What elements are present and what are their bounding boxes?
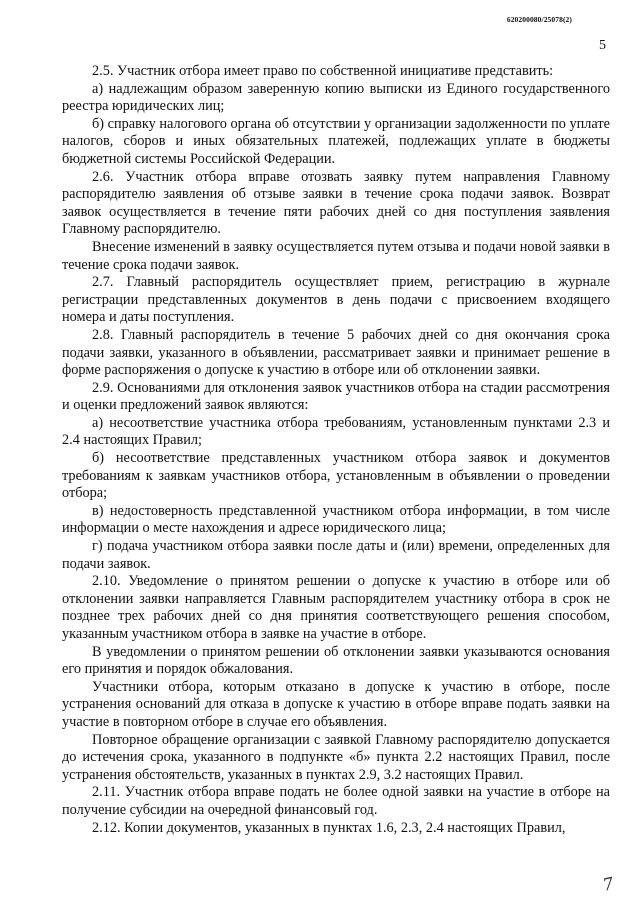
paragraph-p-2-8: [62, 327, 610, 380]
clause-text: Основаниями для отклонения заявок участников отбора на стадии рассмотрения и оценки предложений заявок являются:: [62, 379, 610, 414]
clause-text: Уведомление о принятом решении о допуске к участию в отборе или об отклонении заявки направляется Главным распорядителем участнику отбора в срок не позднее трех рабочих дней со дня принятия соответствующего решения способом, указанным участником отбора в заявке на участие в отборе.: [62, 573, 610, 642]
clause-text: Участник отбора имеет право по собственной инициативе представить:: [113, 63, 554, 79]
document-code: 620200080/25078(2): [506, 15, 572, 24]
clause-text: В уведомлении о принятом решении об отклонении заявки указываются основания его принятия и порядок обжалования.: [62, 643, 610, 678]
clause-text: а) надлежащим образом заверенную копию выписки из Единого государственного реестра юридических лиц;: [62, 80, 610, 115]
paragraph-p-2-7: [62, 274, 610, 327]
clause-number: 2.11.: [92, 784, 121, 801]
paragraph-p-2-10-b: [62, 644, 610, 679]
paragraph-p-2-5-a: [62, 81, 610, 116]
paragraph-p-2-9-b: [62, 450, 610, 503]
clause-number: 2.12.: [92, 819, 121, 836]
clause-number: 2.8.: [92, 326, 114, 343]
paragraph-p-2-10: [62, 573, 610, 643]
clause-text: Копии документов, указанных в пунктах 1.6, 2.3, 2.4 настоящих Правил,: [120, 819, 566, 836]
clause-text: в) недостоверность представленной участником отбора информации, в том числе информации о месте нахождения и адресе юридического лица;: [62, 502, 610, 537]
clause-text: б) справку налогового органа об отсутствии у организации задолженности по уплате налогов, сборов и иных обязательных платежей, подлежащих уплате в бюджеты бюджетной системы Российской Федерации.: [62, 115, 610, 167]
paragraph-p-2-9-g: [62, 538, 610, 573]
paragraph-p-2-9-v: [62, 503, 610, 538]
clause-text: Участник отбора вправе подать не более одной заявки на участие в отборе на получение субсидии на очередной финансовый год.: [62, 784, 610, 818]
clause-number: 2.5.: [92, 63, 114, 79]
paragraph-p-2-12: [62, 820, 610, 838]
paragraph-p-2-9: [62, 380, 610, 415]
clause-text: Участники отбора, которым отказано в допуске к участию в отборе, после устранения оснований для отказа в допуске к участию в отборе вправе подать заявки на участие в повторном отборе в случае его объявления.: [62, 678, 610, 730]
clause-text: Повторное обращение организации с заявкой Главному распорядителю допускается до истечения срока, указанного в подпункте «б» пункта 2.2 настоящих Правил, после устранения обстоятельств, указанных в пунктах 2.9, 3.2 настоящих Правил.: [62, 731, 610, 783]
paragraph-p-2-11: [62, 784, 610, 819]
clause-text: Участник отбора вправе отозвать заявку путем направления Главному распорядителю заявления об отзыве заявки в течение срока подачи заявок. Возврат заявок осуществляется в течение пяти рабочих дней со дня поступления заявления Главному распорядителю.: [62, 168, 610, 238]
document-body: [62, 63, 610, 837]
clause-text: Главный распорядитель в течение 5 рабочих дней со дня окончания срока подачи заявки, указанного в объявлении, рассматривает заявки и принимает решение в форме распоряжения о допуске к участию в отборе или об отклонении заявки.: [62, 326, 610, 379]
paragraph-p-2-5: [62, 63, 610, 81]
paragraph-p-2-10-d: [62, 732, 610, 785]
clause-text: б) несоответствие представленных участником отбора заявок и документов требованиям к заявкам участников отбора, установленным в объявлении о проведении отбора;: [62, 450, 610, 502]
clause-text: а) несоответствие участника отбора требованиям, установленным пунктами 2.3 и 2.4 настоящих Правил;: [62, 414, 610, 449]
clause-text: г) подача участником отбора заявки после даты и (или) времени, определенных для подачи заявок.: [62, 538, 610, 572]
handwritten-mark: 7: [601, 874, 616, 896]
clause-number: 2.9.: [92, 379, 114, 396]
paragraph-p-2-10-c: [62, 679, 610, 732]
paragraph-p-2-6-b: [62, 239, 610, 274]
clause-text: Главный распорядитель осуществляет прием, регистрацию в журнале регистрации представленных документов в день подачи с присвоением входящего номера и даты поступления.: [62, 274, 610, 326]
page-number: 5: [599, 38, 606, 53]
clause-number: 2.10.: [92, 573, 121, 590]
paragraph-p-2-9-a: [62, 415, 610, 450]
clause-number: 2.7.: [92, 274, 114, 291]
clause-text: Внесение изменений в заявку осуществляется путем отзыва и подачи новой заявки в течение срока подачи заявок.: [62, 238, 610, 273]
paragraph-p-2-6: [62, 169, 610, 239]
clause-number: 2.6.: [92, 168, 114, 185]
paragraph-p-2-5-b: [62, 116, 610, 169]
